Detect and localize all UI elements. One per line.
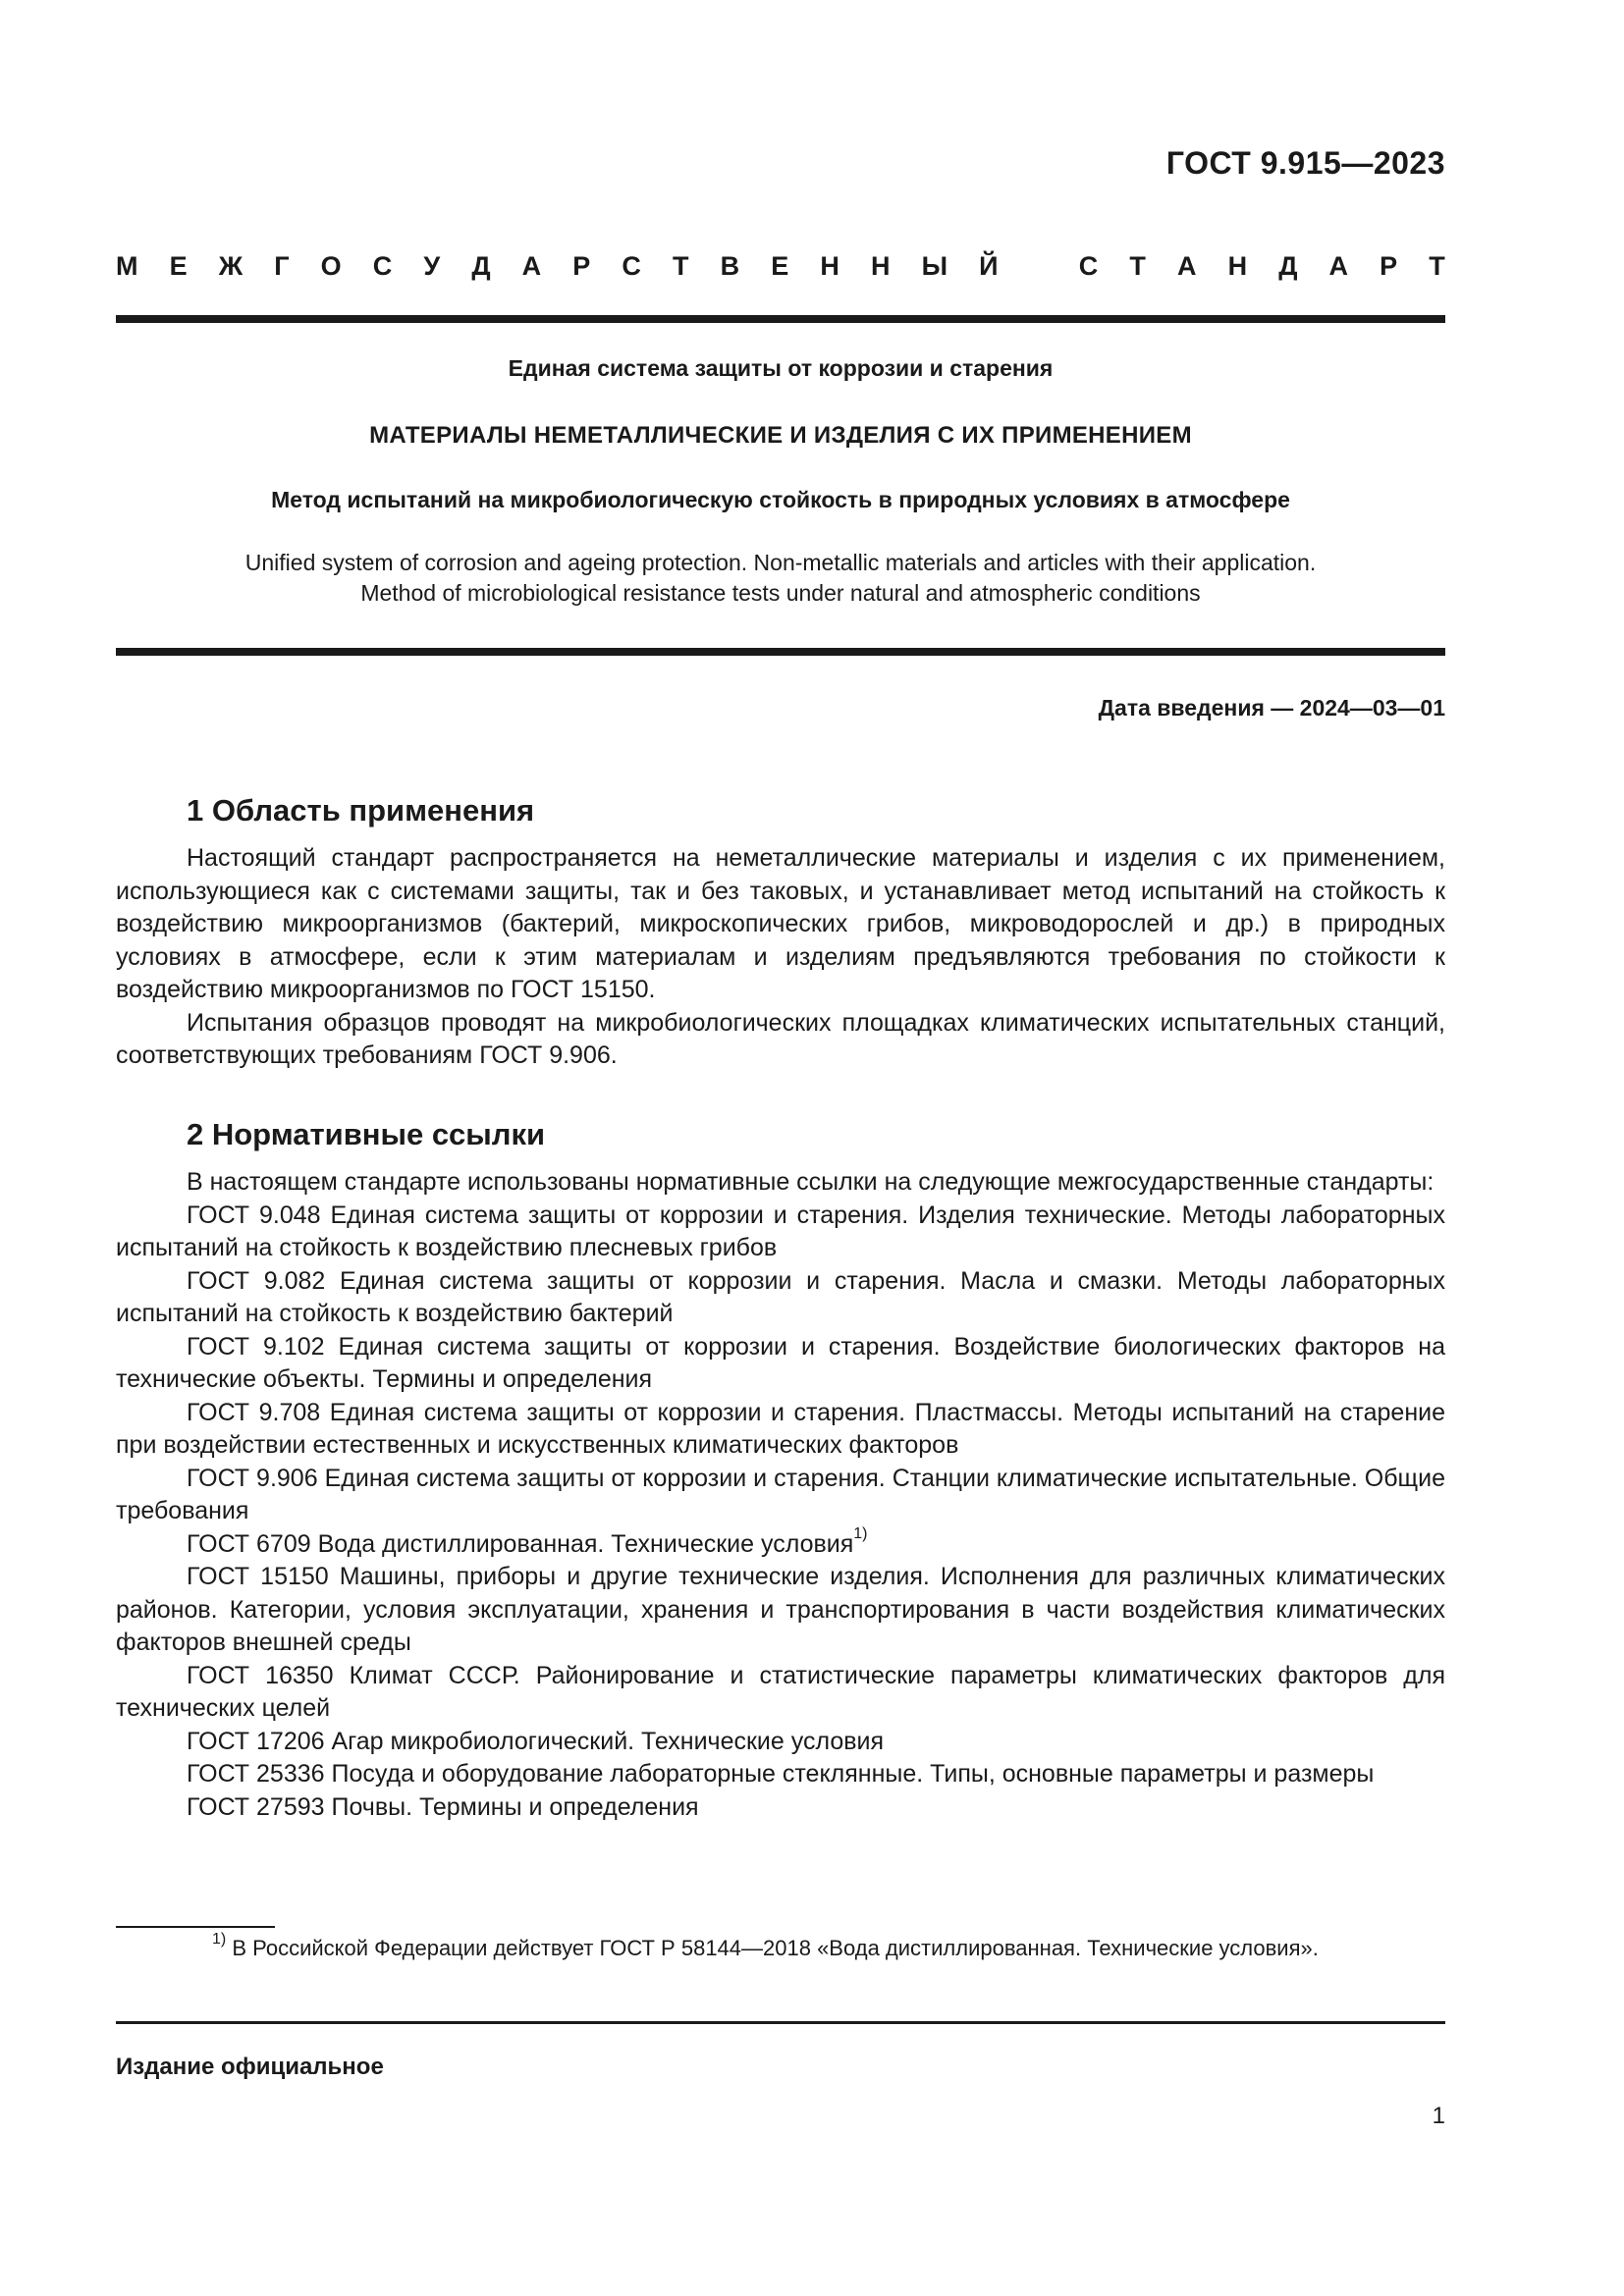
interstate-word-gap	[1030, 251, 1048, 282]
interstate-letter: Н	[1227, 251, 1248, 281]
interstate-letter: С	[1078, 251, 1099, 281]
interstate-letter: Р	[572, 251, 591, 281]
interstate-letter: В	[720, 251, 740, 281]
interstate-letter: Д	[1278, 251, 1298, 281]
section-normative-references	[116, 1115, 1445, 1824]
interstate-letter: Г	[274, 251, 290, 281]
interstate-letter: Ы	[921, 251, 948, 281]
method-subtitle: Метод испытаний на микробиологическую стойкость в природных условиях в атмосфере	[271, 487, 1290, 512]
interstate-letter: Д	[471, 251, 491, 281]
reference-item: ГОСТ 9.906 Единая система защиты от коррозии и старения. Станции климатические испытательные. Общие требования	[116, 1464, 1445, 1524]
interstate-letter: Н	[820, 251, 839, 281]
interstate-letter: Т	[1429, 251, 1445, 281]
reference-item	[116, 1524, 1445, 1562]
interstate-letter: Е	[771, 251, 789, 281]
reference-item: ГОСТ 9.102 Единая система защиты от коррозии и старения. Воздействие биологических факторов на технические объекты. Термины и определения	[116, 1332, 1445, 1393]
interstate-letter: Й	[979, 251, 999, 281]
section-scope	[116, 791, 1445, 1073]
footnote-ref: 1)	[853, 1524, 868, 1542]
paragraph: В настоящем стандарте использованы нормативные ссылки на следующие межгосударственные стандарты:	[187, 1168, 1435, 1196]
reference-item: ГОСТ 25336 Посуда и оборудование лабораторные стеклянные. Типы, основные параметры и размеры	[187, 1760, 1375, 1788]
interstate-letter: Е	[169, 251, 188, 281]
reference-item: ГОСТ 9.048 Единая система защиты от коррозии и старения. Изделия технические. Методы лабораторных испытаний на стойкость к воздействию плесневых грибов	[116, 1201, 1445, 1261]
interstate-letter: Ж	[218, 251, 244, 281]
section-heading: 1 Область применения	[187, 793, 535, 828]
reference-item: ГОСТ 17206 Агар микробиологический. Технические условия	[187, 1727, 885, 1755]
main-title: МАТЕРИАЛЫ НЕМЕТАЛЛИЧЕСКИЕ И ИЗДЕЛИЯ С ИХ ПРИМЕНЕНИЕМ	[369, 422, 1192, 449]
interstate-letter: М	[116, 251, 138, 281]
reference-item: ГОСТ 16350 Климат СССР. Районирование и статистические параметры климатических факторов для технических целей	[116, 1661, 1445, 1722]
footnote	[116, 1931, 1445, 1962]
header-rule-top	[116, 315, 1445, 323]
footnote-text: В Российской Федерации действует ГОСТ Р 58144—2018 «Вода дистиллированная. Технические условия».	[226, 1936, 1319, 1960]
interstate-letter: О	[320, 251, 342, 281]
interstate-letter: С	[622, 251, 641, 281]
paragraph: Настоящий стандарт распространяется на неметаллические материалы и изделия с их применением, использующиеся как с системами защиты, так и без таковых, и устанавливает метод испытаний на стойкость к воздействию микроорганизмов (бактерий, микроскопических грибов, микроводорослей и др.) в природных условиях в атмосфере, если к этим материалам и изделиям предъявляются требования по стойкости к воздействию микроорганизмов по ГОСТ 15150.	[116, 844, 1445, 1003]
interstate-letter: Т	[1129, 251, 1146, 281]
interstate-letter: А	[521, 251, 542, 281]
interstate-standard-label	[116, 251, 1445, 282]
introduction-date: Дата введения — 2024—03—01	[1098, 695, 1445, 721]
interstate-letter: Р	[1380, 251, 1398, 281]
reference-item: ГОСТ 27593 Почвы. Термины и определения	[187, 1792, 699, 1821]
reference-item: ГОСТ 15150 Машины, приборы и другие технические изделия. Исполнения для различных климатических районов. Категории, условия эксплуатации, хранения и транспортирования в части воздействия климатических факторов внешней среды	[116, 1563, 1445, 1656]
reference-item: ГОСТ 9.708 Единая система защиты от коррозии и старения. Пластмассы. Методы испытаний на старение при воздействии естественных и искусственных климатических факторов	[116, 1398, 1445, 1459]
footnote-marker: 1)	[212, 1931, 227, 1948]
standard-number: ГОСТ 9.915—2023	[1165, 145, 1445, 181]
interstate-letter: А	[1176, 251, 1197, 281]
interstate-letter: А	[1328, 251, 1349, 281]
page-number: 1	[1432, 2103, 1445, 2129]
reference-text: ГОСТ 6709 Вода дистиллированная. Технические условия	[187, 1529, 854, 1558]
header-rule-bottom	[116, 648, 1445, 656]
english-title-line-2: Method of microbiological resistance tests under natural and atmospheric conditions	[360, 580, 1201, 606]
paragraph: Испытания образцов проводят на микробиологических площадках климатических испытательных станций, соответствующих требованиям ГОСТ 9.906.	[116, 1008, 1445, 1069]
official-edition-label: Издание официальное	[116, 2054, 384, 2080]
series-title: Единая система защиты от коррозии и старения	[508, 355, 1054, 381]
interstate-letter: С	[372, 251, 393, 281]
section-heading: 2 Нормативные ссылки	[187, 1117, 546, 1151]
interstate-letter: У	[423, 251, 441, 281]
english-title	[116, 548, 1445, 609]
reference-item: ГОСТ 9.082 Единая система защиты от коррозии и старения. Масла и смазки. Методы лабораторных испытаний на стойкость к воздействию бактерий	[116, 1266, 1445, 1327]
footnote-rule	[116, 1926, 275, 1928]
interstate-letter: Н	[870, 251, 891, 281]
english-title-line-1: Unified system of corrosion and ageing protection. Non-metallic materials and articles with their application.	[244, 550, 1317, 575]
interstate-letter: Т	[673, 251, 689, 281]
footer-rule	[116, 2021, 1445, 2024]
